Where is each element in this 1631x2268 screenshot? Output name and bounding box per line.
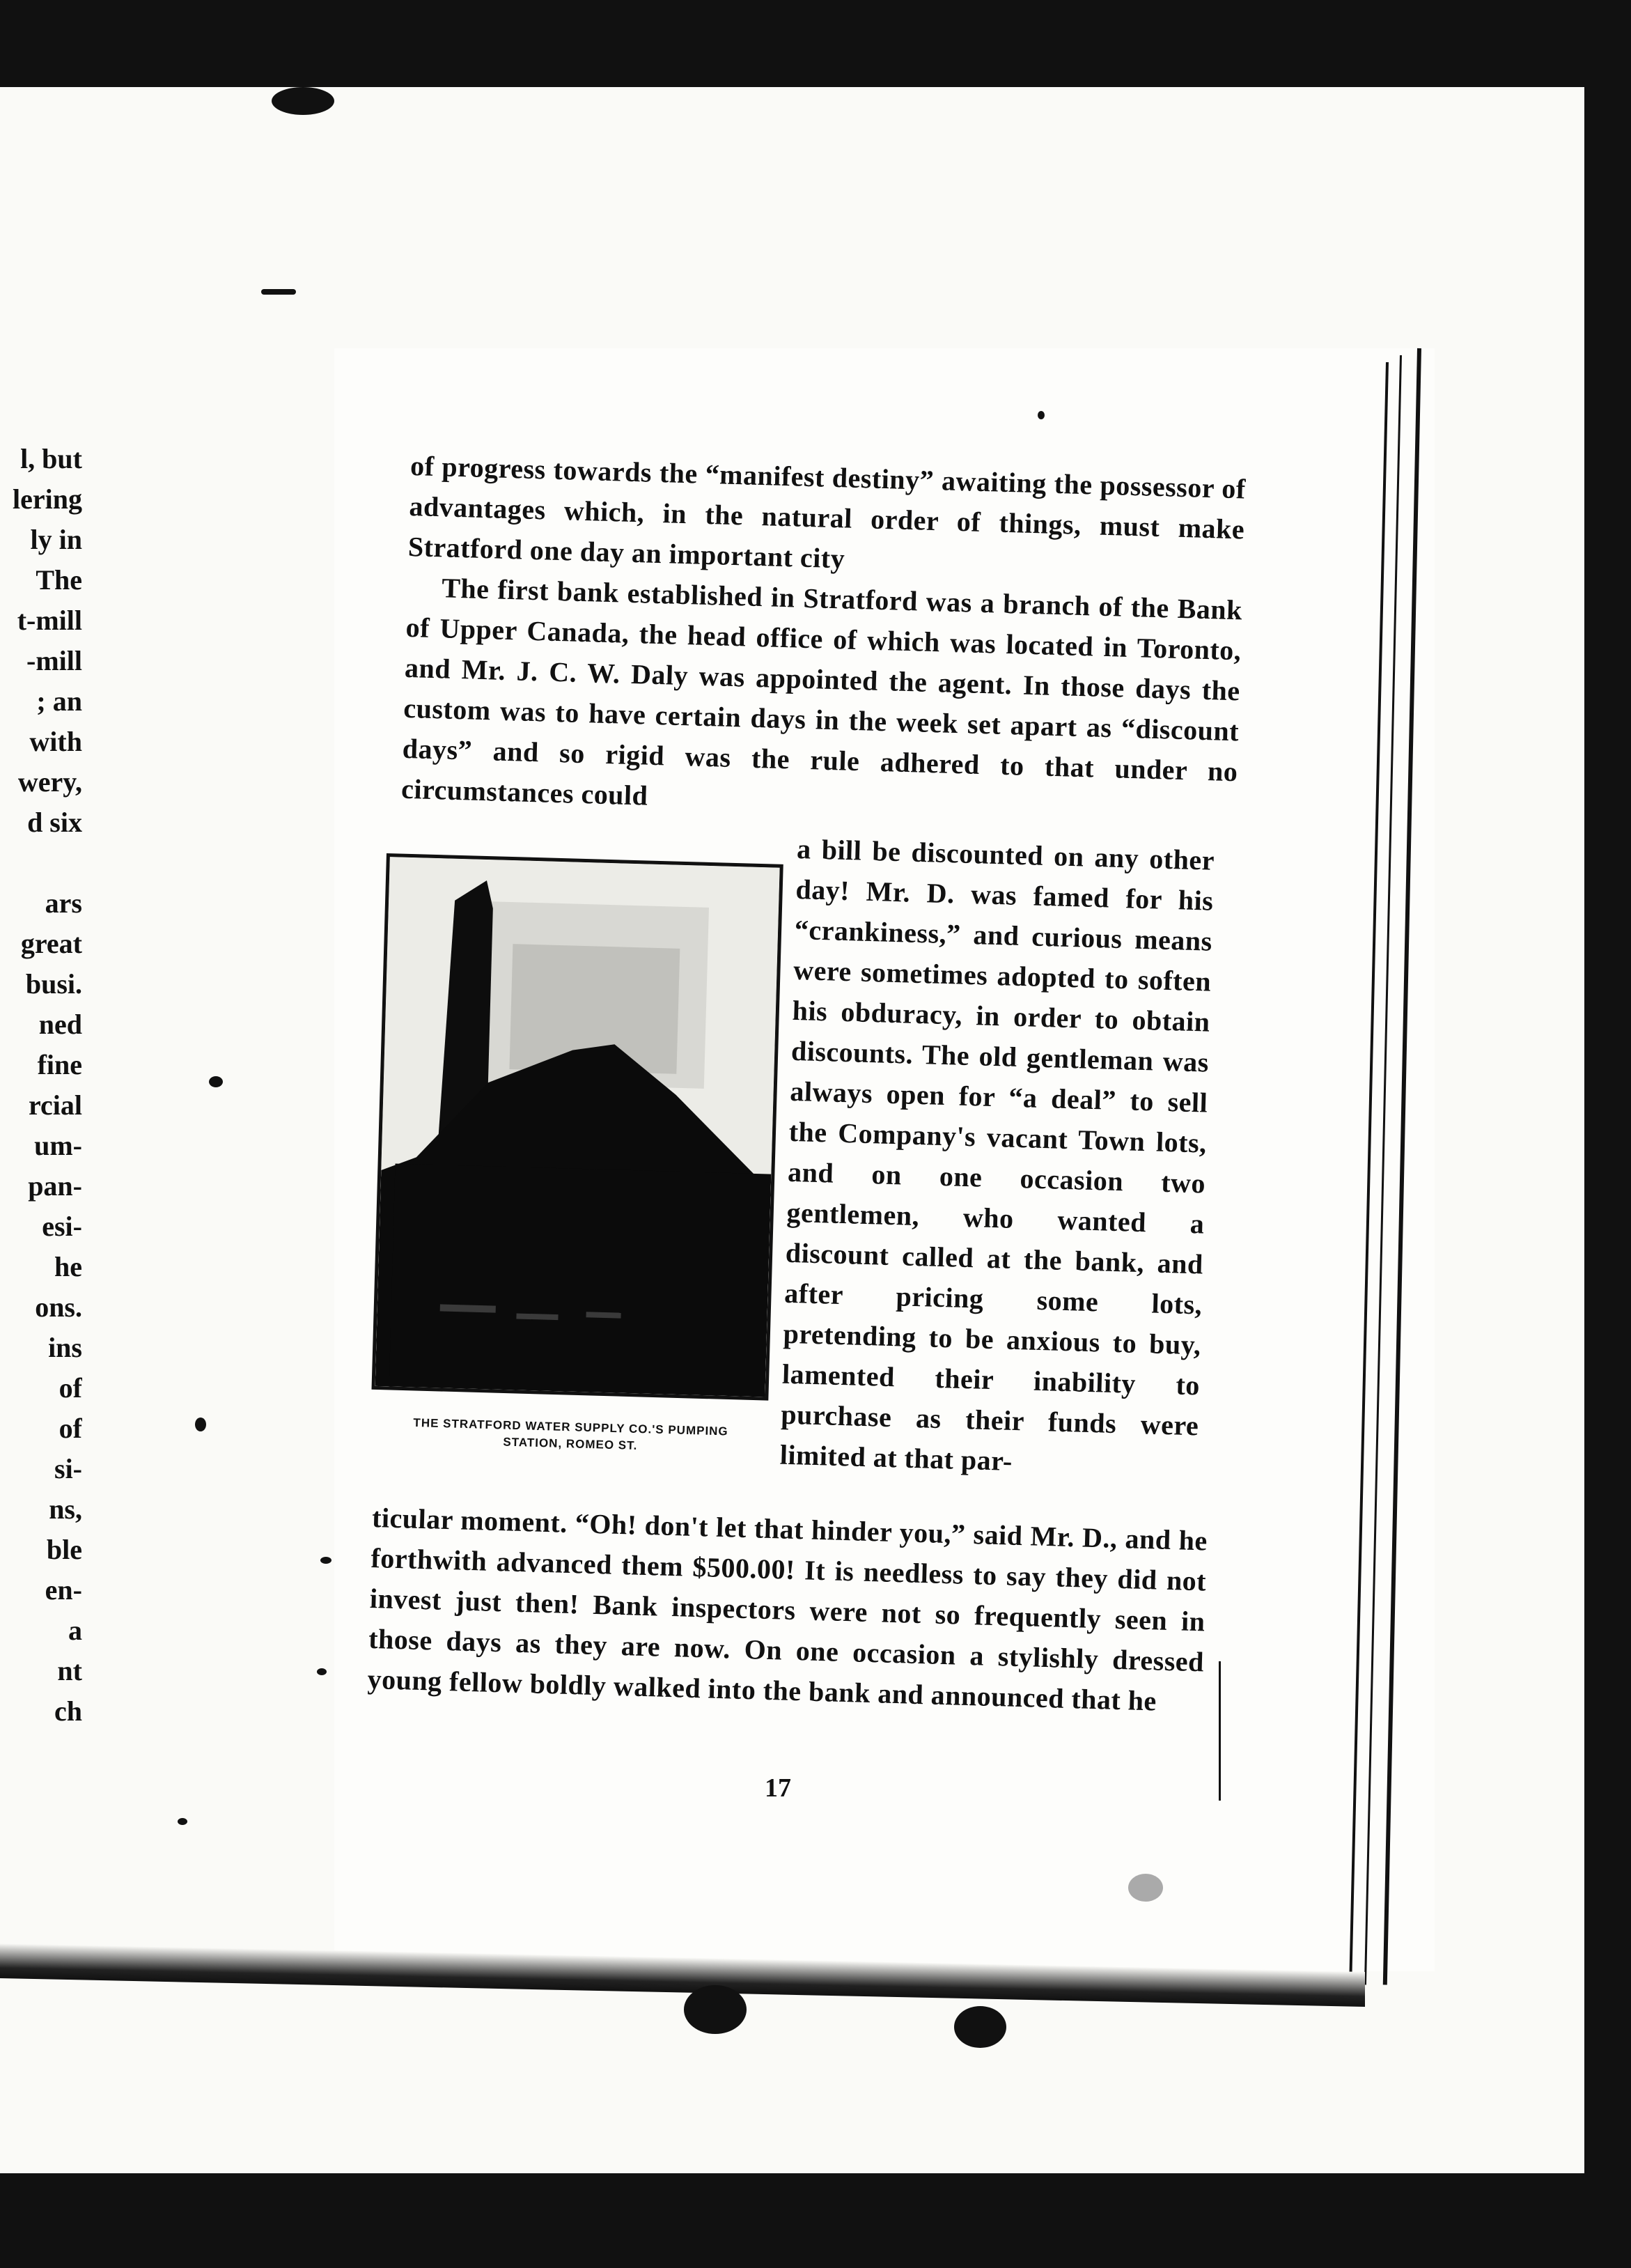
text-fragment: um- xyxy=(34,1130,82,1161)
text-fragment: fine xyxy=(37,1049,82,1080)
bottom-border xyxy=(0,2173,1631,2268)
text-fragment: ; an xyxy=(36,685,82,717)
ink-speck xyxy=(1128,1874,1163,1902)
text-fragment: nt xyxy=(57,1655,82,1686)
text-fragment: l, but xyxy=(20,443,82,474)
paragraph-first-bank: The first bank established in Stratford was a branch of the Bank of Upper Canada, the head office of which was located in Toronto, and Mr. J. C. W. Daly was appointed the agent. In those days the custom was to have certain days in the week set apart as “discount days” and so rigid was the rule adhered to that under no circumstances could xyxy=(400,572,1243,811)
ink-speck xyxy=(261,289,296,295)
text-fragment: ly in xyxy=(30,524,82,555)
text-fragment: he xyxy=(54,1251,82,1282)
page-number: 17 xyxy=(765,1773,791,1803)
text-fragment: ars xyxy=(45,887,82,919)
text-fragment: esi- xyxy=(42,1211,82,1242)
text-fragment: The xyxy=(36,564,82,596)
wrap-paragraph: a bill be discounted on any other day! Mr. D. was famed for his “crankiness,” and curious means were sometimes adopted to soften his obduracy, in order to obtain discounts. The old gentleman was always open for “a deal” to sell the Company's vacant Town lots, and on one occasion two gentlemen, who wanted a discount called at the bank, and after pricing some lots, pretending to be anxious to buy, lamented their inability to purchase as their funds were limited at that par- xyxy=(779,832,1215,1477)
text-fragment: ins xyxy=(48,1332,82,1363)
text-fragment: ble xyxy=(46,1534,82,1565)
text-fragment: d six xyxy=(27,807,82,838)
text-gap xyxy=(0,843,82,883)
text-fragment: ons. xyxy=(35,1291,82,1323)
text-fragment: ns, xyxy=(49,1493,82,1525)
article-body-wrap xyxy=(779,829,1215,1486)
ink-speck xyxy=(272,87,334,115)
text-fragment: rcial xyxy=(28,1089,82,1121)
text-fragment: great xyxy=(20,928,82,959)
left-page-column-fragment xyxy=(0,439,82,1732)
photo-caption: THE STRATFORD WATER SUPPLY CO.'S PUMPING STATION, ROMEO ST. xyxy=(413,1415,728,1452)
paragraph-continuation: of progress towards the “manifest destiny” awaiting the possessor of advantages which, in the natural order of things, must make Stratford one day an important city xyxy=(407,449,1247,575)
text-fragment: si- xyxy=(54,1453,82,1484)
article-body-top xyxy=(400,446,1246,832)
text-fragment: lering xyxy=(13,483,82,515)
ink-speck xyxy=(209,1076,223,1087)
ink-speck xyxy=(320,1557,331,1564)
text-fragment: -mill xyxy=(26,645,82,676)
right-border xyxy=(1584,0,1631,2268)
text-fragment: pan- xyxy=(28,1170,82,1202)
ink-speck xyxy=(954,2006,1006,2048)
text-fragment: with xyxy=(29,726,82,757)
ink-speck xyxy=(317,1668,327,1675)
article-body-bottom xyxy=(367,1498,1208,1723)
text-fragment: ch xyxy=(54,1695,82,1727)
top-border xyxy=(0,0,1631,87)
text-fragment: t-mill xyxy=(17,605,82,636)
text-fragment: ned xyxy=(38,1009,82,1040)
pumping-station-photo xyxy=(372,853,783,1401)
text-fragment: of xyxy=(58,1413,82,1444)
ink-speck xyxy=(178,1818,187,1825)
ink-speck xyxy=(195,1418,206,1431)
page-edge-line xyxy=(1219,1661,1221,1801)
bottom-paragraph: ticular moment. “Oh! don't let that hinder you,” said Mr. D., and he forthwith advanced them $500.00! It is needless to say they did not invest just then! Bank inspectors were not so frequently seen in those days as they are now. On one occasion a stylishly dressed young fellow boldly walked into the bank and announced that he xyxy=(367,1501,1208,1717)
text-fragment: of xyxy=(58,1372,82,1404)
pumping-station-silhouette xyxy=(375,857,780,1397)
text-fragment: busi. xyxy=(25,968,82,1000)
ink-speck xyxy=(1038,411,1045,419)
text-fragment: a xyxy=(68,1615,82,1646)
text-fragment: wery, xyxy=(17,766,82,798)
text-fragment: en- xyxy=(45,1574,82,1606)
ink-speck xyxy=(684,1985,747,2034)
